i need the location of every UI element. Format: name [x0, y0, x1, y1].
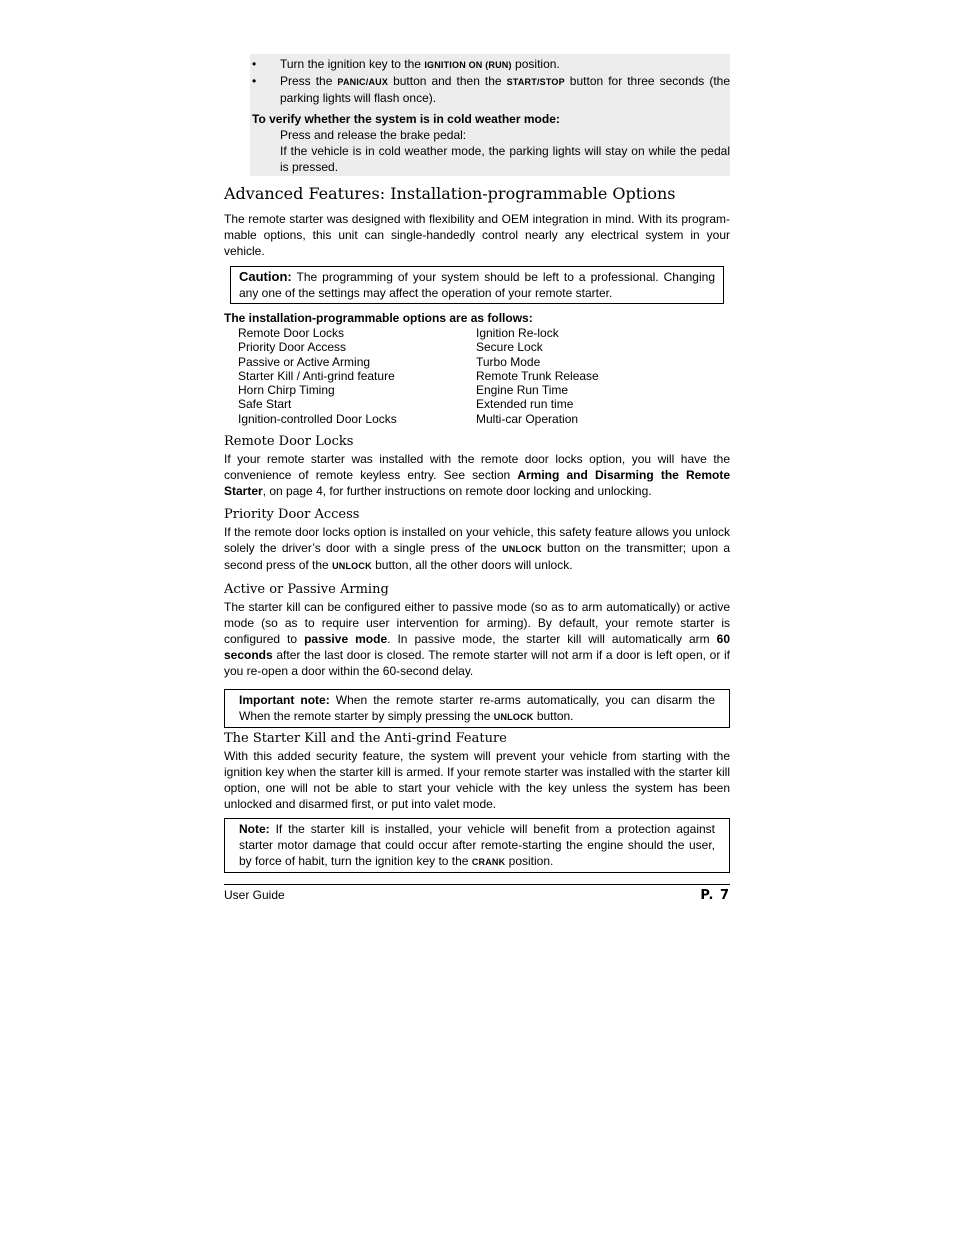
subsection-title-starter-kill: The Starter Kill and the Anti-grind Feature	[224, 731, 507, 747]
verify-step: Press and release the brake pedal:	[280, 128, 467, 142]
cold-weather-instructions-box	[250, 54, 730, 176]
options-heading: The installation-programmable options are as follows:	[224, 311, 533, 325]
note-box: Note: If the starter kill is installed, your vehicle will benefit from a protection against starter motor damage that could occur after remote-starting the engine should the user, by force of habit, turn the ignition key to the CRANK position.	[224, 818, 730, 873]
note-label: Important note:	[239, 693, 330, 708]
caution-label: Caution:	[239, 269, 292, 284]
option-item: Ignition-controlled Door Locks	[238, 411, 397, 426]
bullet-item: • Press the PANIC/AUX button and then the START/STOP button for three seconds (the parking lights will flash once).	[252, 74, 730, 105]
key-label: IGNITION ON (RUN)	[424, 60, 512, 70]
bullet-icon: •	[252, 74, 257, 88]
starter-kill-text: With this added security feature, the system will prevent your vehicle from starting with the ignition key when the starter kill is armed. If your remote starter was installed with the starter kill option, one will not be able to start your vehicle with the key unless the system has been unlocked and disarmed first, or put into valet mode.	[224, 749, 730, 812]
option-item: Priority Door Access	[238, 340, 347, 355]
options-list	[224, 326, 730, 426]
option-item: Passive or Active Arming	[238, 354, 371, 369]
key-label: UNLOCK	[493, 712, 534, 723]
key-label: CRANK	[471, 857, 506, 868]
subsection-title-priority-door-access: Priority Door Access	[224, 507, 360, 523]
section-reference: Arming and Disarming the Remote Starter	[224, 468, 730, 499]
key-label: UNLOCK	[332, 561, 372, 572]
verify-heading: To verify whether the system is in cold weather mode:	[252, 112, 560, 126]
option-item: Turbo Mode	[476, 354, 541, 369]
caution-text: The programming of your system should be left to a professional. Changing any one of the settings may affect the operation of your remote starter.	[239, 270, 715, 300]
option-item: Multi-car Operation	[476, 411, 579, 426]
arming-text: The starter kill can be configured either to passive mode (so as to arm automatically) or active mode (so as to require user intervention for arming). By default, your remote starter is configured to passive mode. In passive mode, the starter kill will automatically arm 60 seconds after the last door is closed. The remote starter will not arm if a door is left open, or if you re-open a door within the 60-second delay.	[224, 600, 730, 679]
note-label: Note:	[239, 822, 270, 837]
option-item: Horn Chirp Timing	[238, 383, 335, 398]
document-page	[224, 54, 730, 873]
remote-door-locks-text: If your remote starter was installed with the remote door locks option, you will have the convenience of remote keyless entry. See section Arming and Disarming the Remote Starter, on page 4, for further instructions on remote door locking and unlocking.	[224, 452, 730, 499]
subsection-title-arming: Active or Passive Arming	[224, 582, 389, 598]
page-number: P. 7	[700, 888, 730, 903]
verify-result: If the vehicle is in cold weather mode, the parking lights will stay on while the pedal is pressed.	[280, 144, 730, 174]
option-item: Safe Start	[238, 397, 292, 412]
footer-title: User Guide	[224, 888, 285, 902]
option-item: Secure Lock	[476, 340, 543, 355]
option-item: Starter Kill / Anti-grind feature	[238, 368, 395, 383]
option-item: Extended run time	[476, 397, 574, 412]
option-item: Engine Run Time	[476, 383, 569, 398]
bullet-item: • Turn the ignition key to the IGNITION ON (RUN) position.	[252, 57, 560, 71]
caution-box	[230, 266, 724, 304]
key-label: UNLOCK	[502, 544, 542, 555]
option-item: Ignition Re-lock	[476, 326, 559, 340]
bullet-icon: •	[252, 57, 257, 71]
section-title: Advanced Features: Installation-programmable Options	[224, 184, 676, 203]
section-intro: The remote starter was designed with flexibility and OEM integration in mind. With its program-mable options, this unit can single-handedly control nearly any electrical system in your vehicle.	[224, 212, 730, 258]
key-label: START/STOP	[506, 77, 565, 87]
key-label: PANIC/AUX	[337, 77, 389, 87]
subsection-title-remote-door-locks: Remote Door Locks	[224, 434, 354, 450]
option-item: Remote Trunk Release	[476, 368, 599, 383]
page-footer	[224, 884, 730, 903]
priority-door-access-text: If the remote door locks option is installed on your vehicle, this safety feature allows you unlock solely the driver’s door with a single press of the UNLOCK button on the transmitter; upon a second press of the UNLOCK button, all the other doors will unlock.	[224, 525, 730, 573]
important-note-box: Important note: When the remote starter re-arms automatically, you can disarm the When the remote starter by simply pressing the UNLOCK button.	[224, 689, 730, 728]
option-item: Remote Door Locks	[238, 326, 345, 340]
